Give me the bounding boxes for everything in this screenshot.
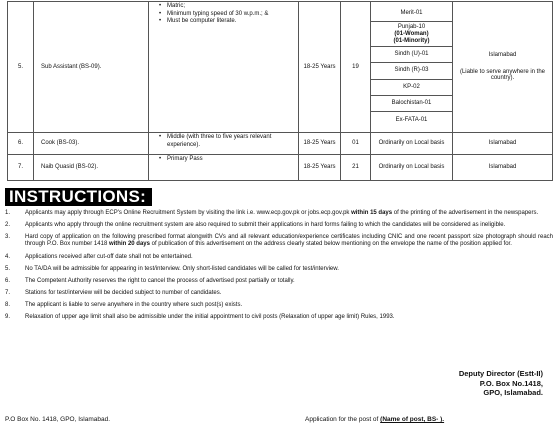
place-note: (Liable to serve anywhere in the country). xyxy=(459,68,546,82)
signatory-title: Deputy Director (Estt-II) xyxy=(458,369,543,378)
posts-table xyxy=(7,1,553,181)
instruction-item: 3. Hard copy of application on the following prescribed format alongwith CVs and all relevant education/experience certificates including CNIC and one recent passport size photograph should reach through P.O. Box number 1418 within 20 days of publication of this advertisement on the address clearly stated below mentioning on the envelope the name of the position applied for. xyxy=(5,234,553,248)
signatory-po-box: P.O. Box No.1418, xyxy=(479,378,543,388)
qualification-list xyxy=(151,155,296,164)
post-count: 01 xyxy=(341,133,371,155)
age-limit: 18-25 Years xyxy=(299,155,341,181)
post-placeholder: (Name of post, BS- ). xyxy=(380,416,445,423)
table-row xyxy=(8,155,553,181)
quota-sindh-urban: Sindh (U)-01 xyxy=(371,47,452,63)
envelope-post-line: Application for the post of (Name of post, BS- ). xyxy=(305,416,445,423)
signatory-city: GPO, Islamabad. xyxy=(483,388,543,398)
instruction-item: 2. Applicants who apply through the online recruitment system are also required to submit their applications in hard forms failing to which the candidates will be considered as ineligible. xyxy=(5,222,506,229)
place-of-posting xyxy=(453,2,553,133)
serial-number: 5. xyxy=(8,2,34,133)
post-count: 21 xyxy=(341,155,371,181)
quota-cell xyxy=(371,2,453,133)
quota-basis: Ordinarily on Local basis xyxy=(371,133,453,155)
qualification-item: • Matric; xyxy=(159,3,296,11)
post-count: 19 xyxy=(341,2,371,133)
quota-balochistan: Balochistan-01 xyxy=(371,96,452,112)
qualification-item: • Minimum typing speed of 30 w.p.m.; & xyxy=(159,11,296,19)
envelope-address: P.O Box No. 1418, GPO, Islamabad. xyxy=(5,416,111,423)
qualification-list xyxy=(151,133,296,149)
qualification-cell xyxy=(149,2,299,133)
instruction-item: 9. Relaxation of upper age limit shall also be admissible under the initial appointment to civil posts (Relaxation of upper age limit) Rules, 1993. xyxy=(5,314,395,321)
serial-number: 7. xyxy=(8,155,34,181)
qualification-item: • Primary Pass xyxy=(159,156,296,164)
place-of-posting: Islamabad xyxy=(453,133,553,155)
age-limit: 18-25 Years xyxy=(299,2,341,133)
place-of-posting: Islamabad xyxy=(453,155,553,181)
post-name: Naib Quasid (BS-02). xyxy=(34,155,149,181)
post-name: Cook (BS-03). xyxy=(34,133,149,155)
instruction-item: 6. The Competent Authority reserves the right to cancel the process of advertised post partially or totally. xyxy=(5,277,295,284)
qualification-cell xyxy=(149,133,299,155)
quota-ex-fata: Ex-FATA-01 xyxy=(395,116,428,123)
signature-block xyxy=(459,369,543,398)
table-row xyxy=(8,133,553,155)
quota-basis: Ordinarily on Local basis xyxy=(371,155,453,181)
instruction-item: 7. Stations for test/interview will be decided subject to number of candidates. xyxy=(5,289,222,296)
instruction-item: 4. Applications received after cut-off date shall not be entertained. xyxy=(5,253,193,260)
qualification-item: • Middle (with three to five years relevant experience). xyxy=(159,134,296,149)
qualification-list xyxy=(151,2,296,26)
place-name: Islamabad xyxy=(488,51,517,58)
instructions-list xyxy=(5,210,553,326)
instruction-item: 5. No TA/DA will be admissible for appearing in test/interview. Only short-listed candidates will be called for test/interview. xyxy=(5,265,339,272)
instructions-heading: INSTRUCTIONS: xyxy=(5,188,152,206)
quota-merit: Merit-01 xyxy=(371,6,452,22)
quota-punjab: Punjab-10 (01-Woman) (01-Minority) xyxy=(371,22,452,47)
age-limit: 18-25 Years xyxy=(299,133,341,155)
quota-kp: KP-02 xyxy=(371,80,452,96)
post-name: Sub Assistant (BS-09). xyxy=(34,2,149,133)
qualification-item: • Must be computer literate. xyxy=(159,18,296,26)
instruction-item: 1. Applicants may apply through ECP's Online Recruitment System by visiting the link i.e. www.ecp.gov.pk or jobs.ecp.gov.pk within 15 days of the printing of the advertisement in the newspapers. xyxy=(5,210,539,216)
instruction-item: 8. The applicant is liable to serve anywhere in the country where such post(s) exists. xyxy=(5,301,243,308)
qualification-cell xyxy=(149,155,299,181)
table-row xyxy=(8,2,553,133)
serial-number: 6. xyxy=(8,133,34,155)
quota-sindh-rural: Sindh (R)-03 xyxy=(371,63,452,79)
